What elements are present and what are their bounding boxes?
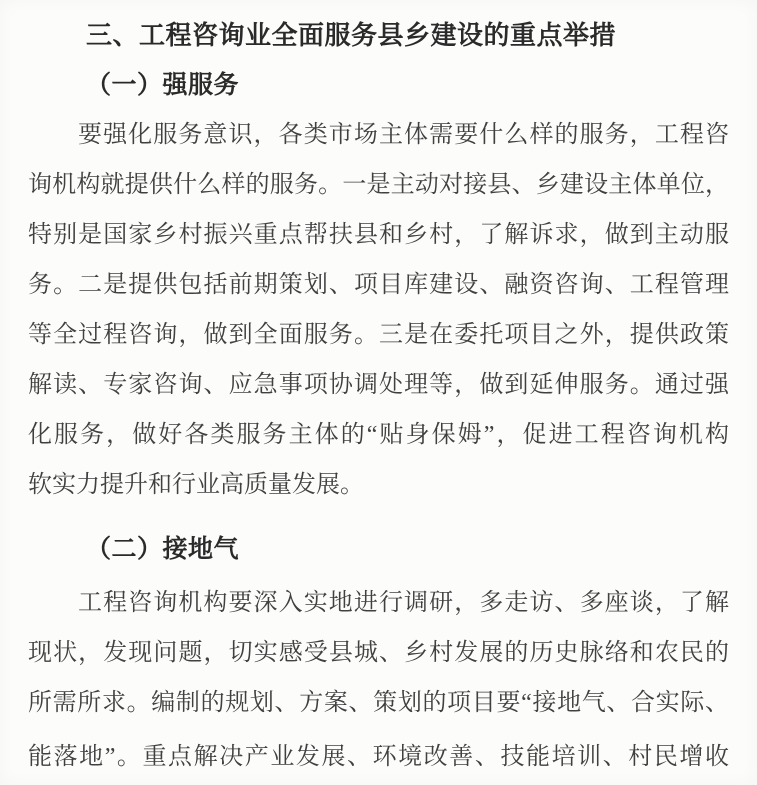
- main-heading: 三、工程咨询业全面服务县乡建设的重点举措: [86, 20, 617, 50]
- paragraph-line: 务。二是提供包括前期策划、项目库建设、融资咨询、工程管理: [28, 272, 729, 298]
- paragraph-line: 所需所求。编制的规划、方案、策划的项目要“接地气、合实际、: [28, 690, 729, 716]
- paragraph-line: 工程咨询机构要深入实地进行调研，多走访、多座谈，了解: [78, 590, 729, 616]
- paragraph-line: 现状，发现问题，切实感受县城、乡村发展的历史脉络和农民的: [28, 640, 729, 666]
- paragraph-line: 询机构就提供什么样的服务。一是主动对接县、乡建设主体单位，: [28, 172, 729, 198]
- paragraph-line: 要强化服务意识，各类市场主体需要什么样的服务，工程咨: [78, 122, 729, 148]
- section-2-title: （二）接地气: [86, 535, 240, 563]
- paragraph-line: 等全过程咨询，做到全面服务。三是在委托项目之外，提供政策: [28, 322, 729, 348]
- paragraph-line: 软实力提升和行业高质量发展。: [28, 472, 364, 498]
- paragraph-line: 化服务，做好各类服务主体的“贴身保姆”，促进工程咨询机构: [28, 422, 729, 448]
- paragraph-line: 特别是国家乡村振兴重点帮扶县和乡村，了解诉求，做到主动服: [28, 222, 729, 248]
- section-1-title: （一）强服务: [86, 71, 240, 99]
- paragraph-line: 解读、专家咨询、应急事项协调处理等，做到延伸服务。通过强: [28, 372, 729, 398]
- paragraph-line: 能落地”。重点解决产业发展、环境改善、技能培训、村民增收: [28, 744, 729, 770]
